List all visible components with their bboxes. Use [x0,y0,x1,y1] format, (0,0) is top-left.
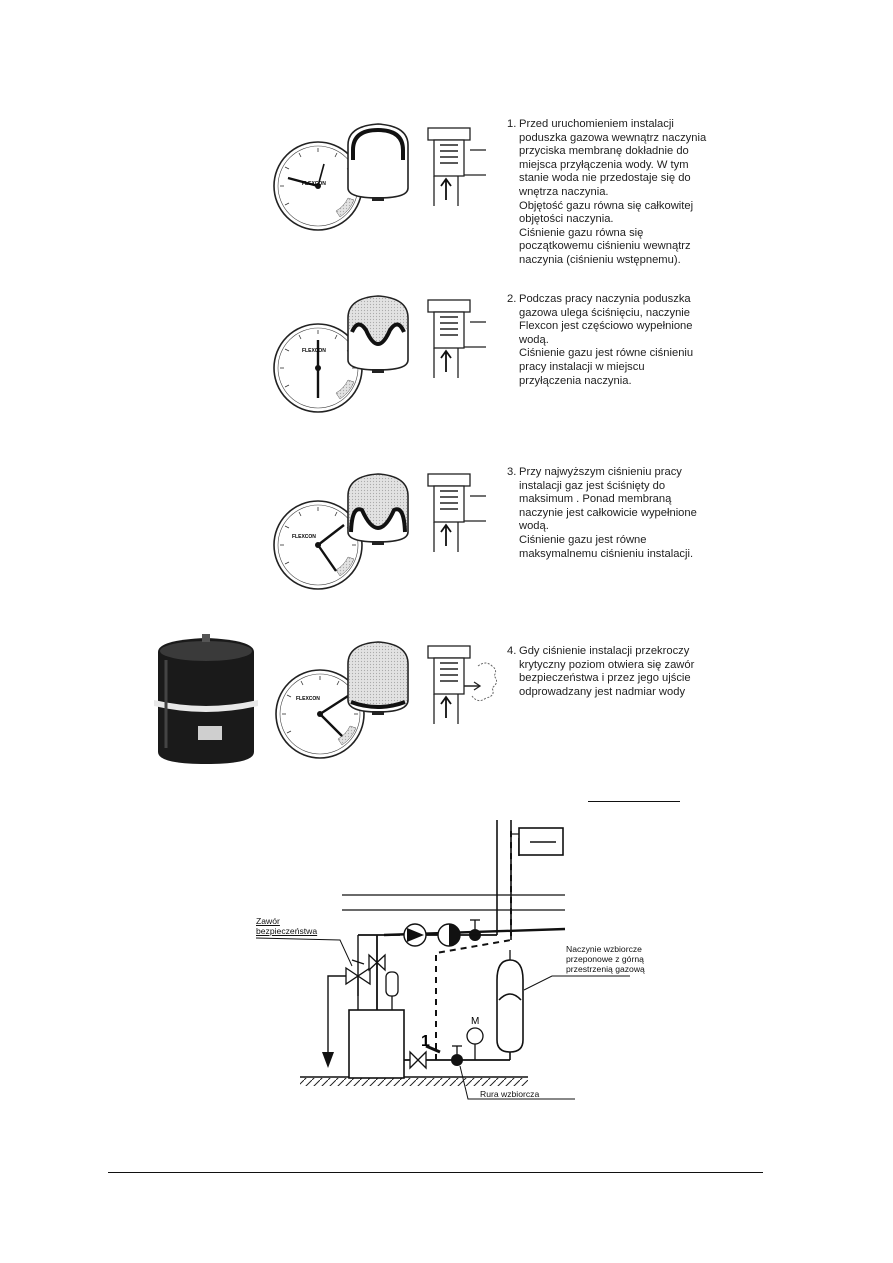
step-3-vessel [348,474,408,545]
step-1-valve [428,128,486,206]
label-expansion-vessel: Naczynie wzbiorcze przeponowe z górną przestrzenią gazową [566,944,645,974]
step-4-gauge-brand: FLEXCON [296,696,320,702]
step-2-valve [428,300,486,378]
step-3-gauge-brand: FLEXCON [292,534,316,540]
installation-schematic [0,800,893,1200]
step-2-vessel [348,296,408,373]
step-2-description [507,293,767,388]
step-3-number: 3. [507,466,517,478]
step-4-description [507,645,767,699]
step-4-number: 4. [507,645,517,657]
step-1-text: Przed uruchomieniem instalacji poduszka gazowa wewnątrz naczynia przyciska membranę dokładnie do miejsca przyłączenia wody. W tym stanie woda nie przedostaje się do wnętrza naczynia. Objętość gazu równa się całkowitej objętości naczynia. Ciśnienie gazu równa się początkowemu ciśnieniu wewnątrz naczynia (ciśnieniu wstępnemu). [519,118,707,266]
step-2-text: Podczas pracy naczynia poduszka gazowa ulega ściśnięciu, naczynie Flexcon jest częściowo wypełnione wodą. Ciśnienie gazu jest równe ciśnieniu pracy instalacji w miejscu przyłączenia naczynia. [519,293,694,387]
step-1-number: 1. [507,118,517,130]
label-manometer: M [471,1016,480,1027]
step-2-gauge-brand: FLEXCON [302,348,326,354]
step-4-vessel [348,642,408,715]
expansion-vessel-photo [154,634,258,764]
label-number-1: 1 [421,1033,430,1050]
label-expansion-pipe: Rura wzbiorcza [480,1089,540,1099]
label-safety-valve: Zawór bezpieczeństwa [256,916,318,936]
step-3-text: Przy najwyższym ciśnieniu pracy instalacji gaz jest ściśnięty do maksimum . Ponad membraną naczynie jest całkowicie wypełnione wodą. Ciśnienie gazu jest równe maksymalnemu ciśnieniu instalacji. [519,466,697,560]
step-2-number: 2. [507,293,517,305]
step-4-valve [428,646,497,724]
step-3-valve [428,474,486,552]
step-1-vessel [348,124,408,201]
step-1-gauge-brand: FLEXCON [302,181,326,187]
step-3-description [507,466,767,561]
footer-rule [108,1172,763,1173]
step-1-description [507,118,767,268]
step-4-text: Gdy ciśnienie instalacji przekroczy krytyczny poziom otwiera się zawór bezpieczeństwa i przez jego ujście odprowadzany jest nadmiar wody [519,645,695,698]
